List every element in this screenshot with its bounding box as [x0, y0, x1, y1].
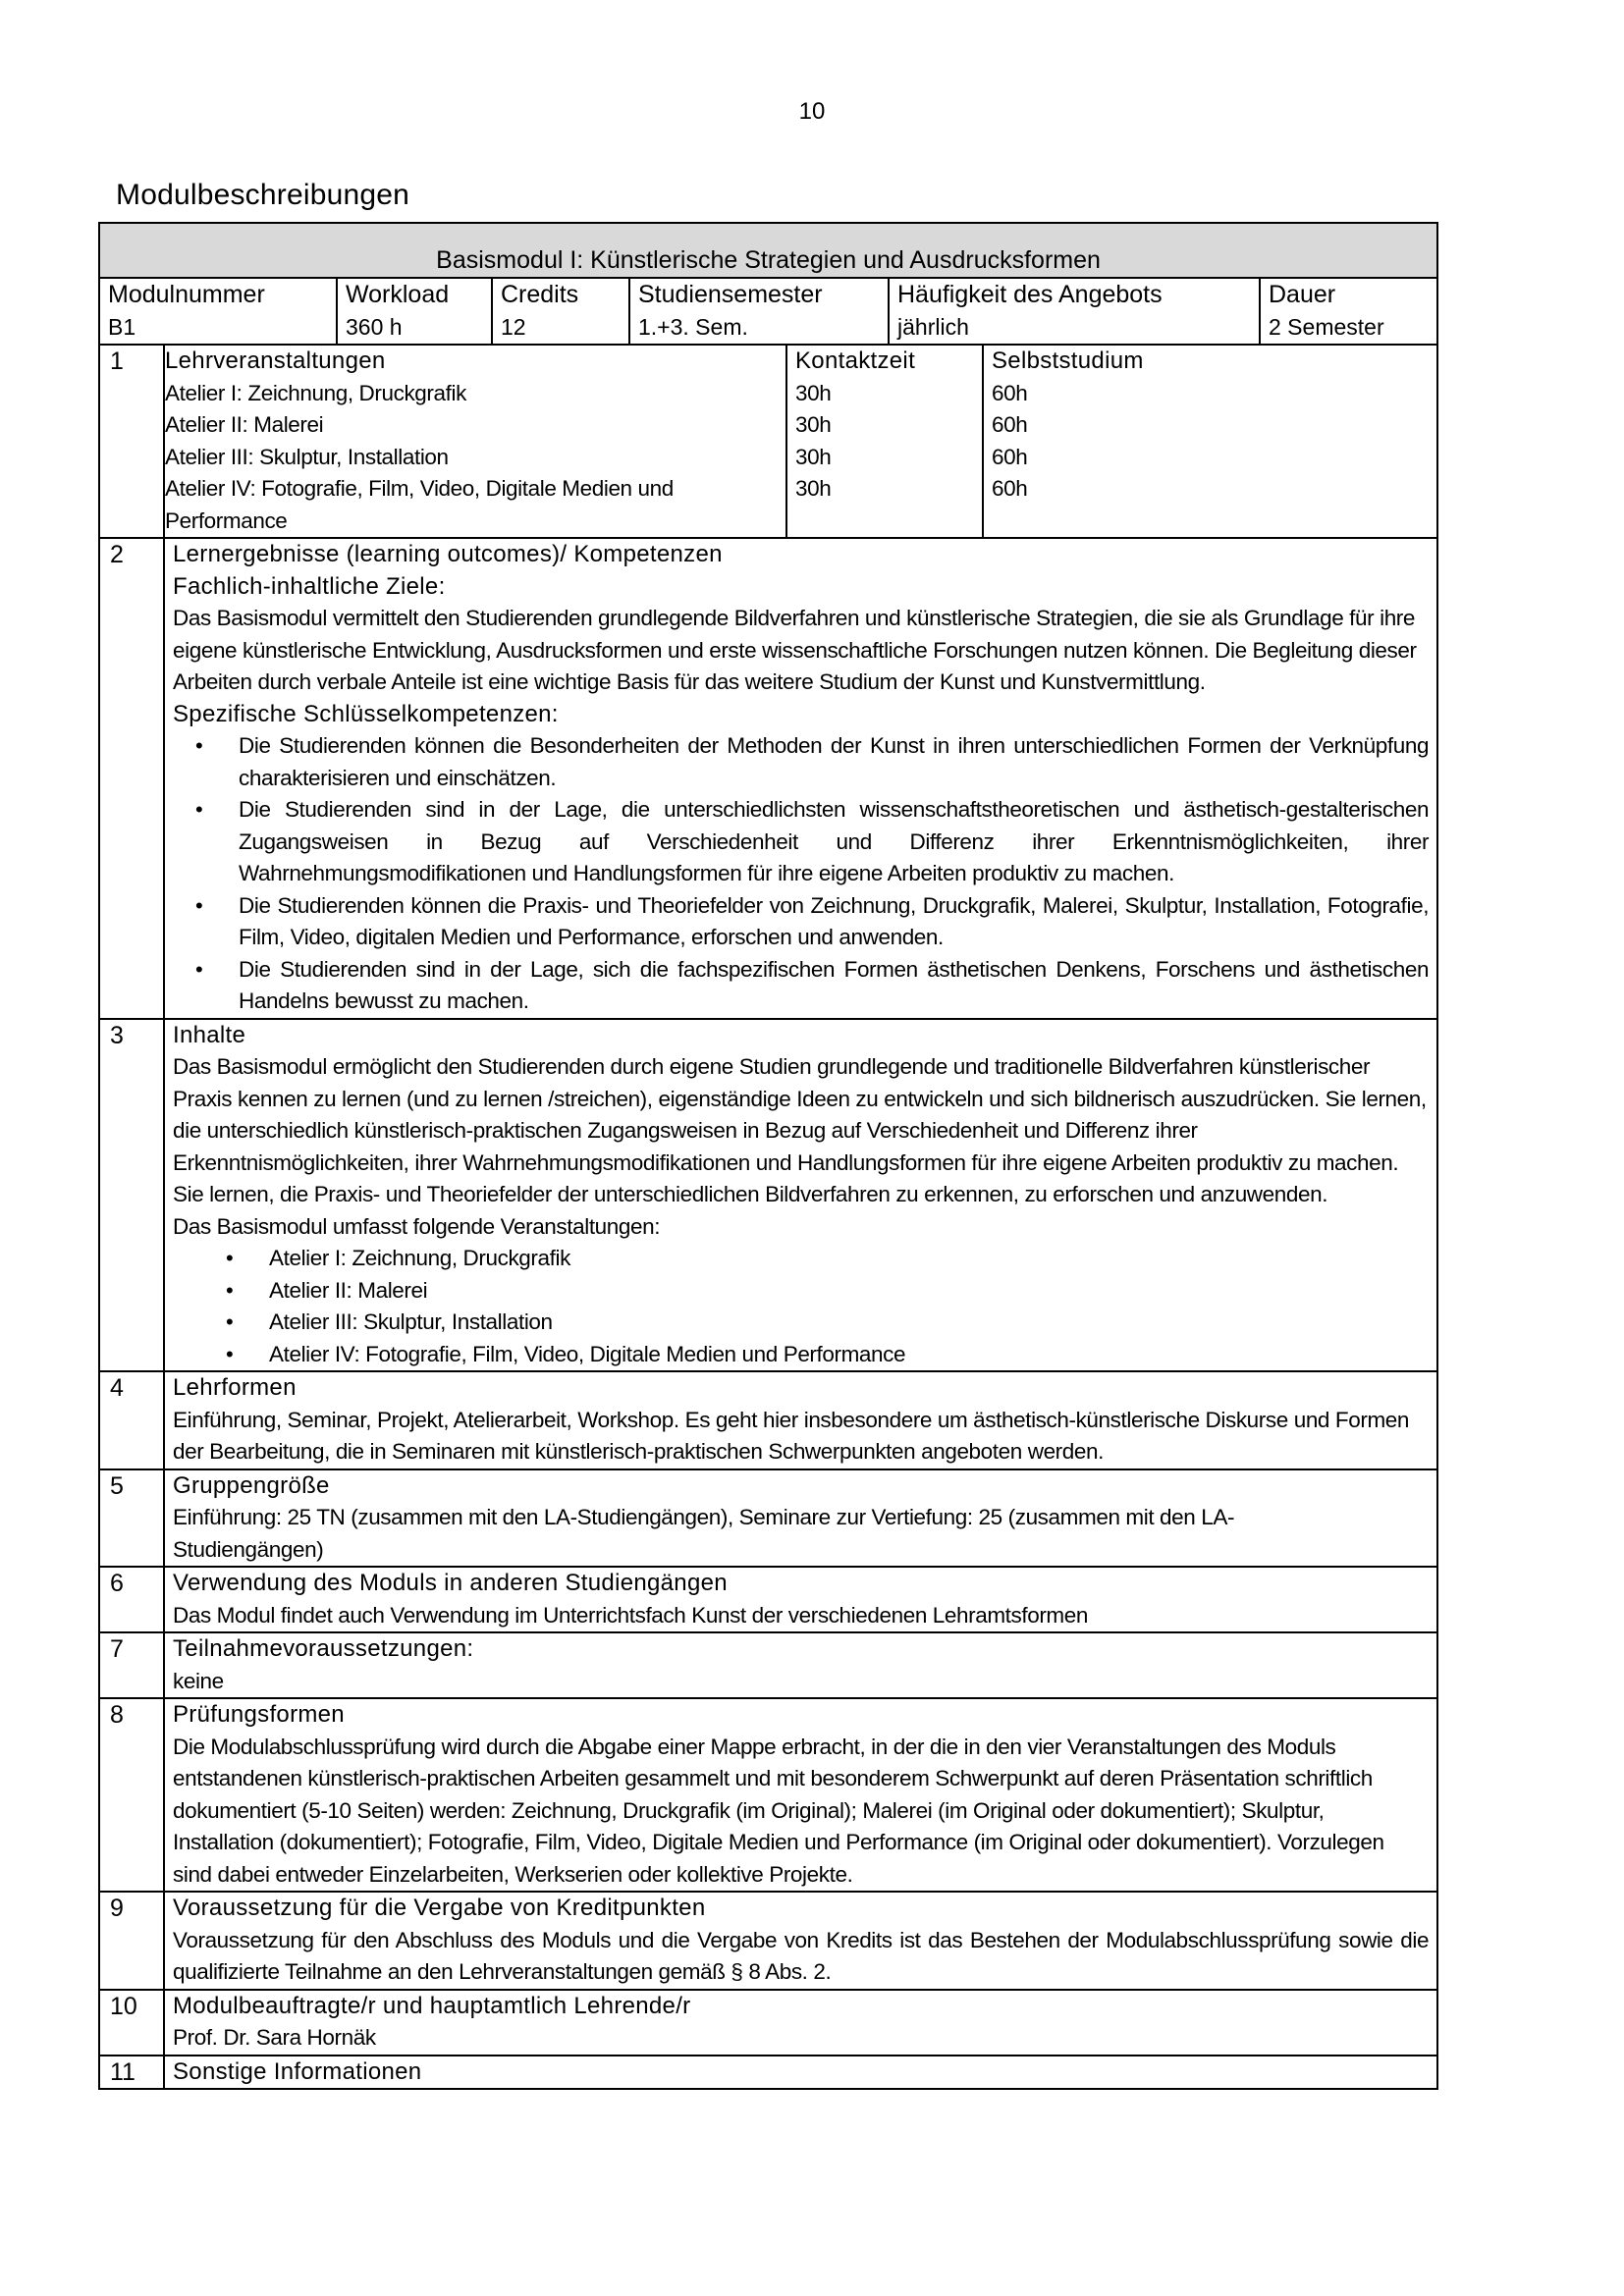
section-content	[164, 1698, 1437, 1892]
list-item: • Die Studierenden sind in der Lage, die unterschiedlichsten wissenschaftstheoretischen und ästhetisch-gestalterischen Zugangsweisen in Bezug auf Verschiedenheit und Differenz ihrer Erkenntnismöglichkeiten, ihrer Wahrnehmungsmodifikationen und Handlungsformen für ihre eigene Arbeiten produktiv zu machen.	[239, 794, 1429, 890]
section-row-4	[99, 1371, 1437, 1469]
section-row-8	[99, 1698, 1437, 1892]
section-content	[164, 1371, 1437, 1469]
contact-time-column	[786, 346, 983, 537]
contact-time-value: 30h	[795, 412, 832, 437]
header-label: Workload	[346, 281, 450, 308]
document-heading: Modulbeschreibungen	[116, 179, 410, 211]
section-row-3	[99, 1019, 1437, 1372]
section-title: Modulbeauftragte/r und hauptamtlich Lehrende/r	[173, 1992, 691, 2019]
section-content	[164, 1632, 1437, 1698]
self-study-value: 60h	[992, 412, 1028, 437]
section-text: Das Basismodul vermittelt den Studierenden grundlegende Bildverfahren und künstlerische Strategien, die sie als Grundlage für ihre eigene künstlerische Entwicklung, Ausdrucksformen und erste wissenschaftliche Forschungen nutzen können. Die Begleitung dieser Arbeiten durch verbale Anteile ist eine wichtige Basis für das weitere Studium der Kunst und Kunstvermittlung.	[173, 606, 1417, 694]
section-number: 1	[99, 345, 164, 538]
section-number: 5	[99, 1469, 164, 1568]
section-row-11	[99, 2056, 1437, 2090]
module-description-table	[98, 222, 1438, 2090]
section-text: Das Basismodul umfasst folgende Veranstaltungen:	[173, 1213, 661, 1239]
section-title: Teilnahmevoraussetzungen:	[173, 1635, 474, 1662]
list-item: • Atelier I: Zeichnung, Druckgrafik	[269, 1243, 1429, 1275]
section-row-5	[99, 1469, 1437, 1568]
header-value: B1	[108, 314, 136, 340]
section-subtitle: Fachlich-inhaltliche Ziele:	[173, 572, 446, 600]
courses-column	[165, 346, 786, 537]
competence-list	[239, 730, 1429, 1018]
header-label: Modulnummer	[108, 281, 265, 308]
list-item: • Atelier III: Skulptur, Installation	[269, 1307, 1429, 1339]
self-study-header: Selbststudium	[992, 347, 1144, 374]
header-value: 360 h	[346, 314, 403, 340]
header-label: Häufigkeit des Angebots	[897, 281, 1163, 308]
section-title: Lernergebnisse (learning outcomes)/ Kompetenzen	[173, 541, 723, 567]
self-study-column	[983, 346, 1436, 537]
self-study-value: 60h	[992, 444, 1028, 469]
section-text: Das Basismodul ermöglicht den Studierenden durch eigene Studien grundlegende und traditionelle Bildverfahren künstlerischer Praxis kennen zu lernen (und zu lernen /streichen), eigenständige Ideen zu entwickeln und sich bildnerisch auszudrücken. Sie lernen, die unterschiedlich künstlerisch-praktischen Zugangsweisen in Bezug auf Verschiedenheit und Differenz ihrer Erkenntnismöglichkeiten, ihrer Wahrnehmungsmodifikationen und Handlungsformen für ihre eigene Arbeiten produktiv zu machen. Sie lernen, die Praxis- und Theoriefelder der unterschiedlichen Bildverfahren zu erkennen, zu erforschen und anzuwenden.	[173, 1054, 1427, 1206]
section-number: 6	[99, 1567, 164, 1632]
section-number: 4	[99, 1371, 164, 1469]
section-content	[164, 2056, 1437, 2090]
section-row-6	[99, 1567, 1437, 1632]
header-value: 12	[501, 314, 526, 340]
section-title: Inhalte	[173, 1021, 246, 1048]
section-text: Voraussetzung für den Abschluss des Moduls und die Vergabe von Kredits ist das Bestehen der Modulabschlussprüfung sowie die qualifizierte Teilnahme an den Lehrveranstaltungen gemäß § 8 Abs. 2.	[173, 1927, 1430, 1984]
section-text: Einführung: 25 TN (zusammen mit den LA-Studiengängen), Seminare zur Vertiefung: 25 (zusammen mit den LA-Studiengängen)	[173, 1505, 1235, 1562]
contact-time-value: 30h	[795, 380, 832, 405]
course-name: Atelier I: Zeichnung, Druckgrafik	[165, 380, 466, 405]
section-number: 10	[99, 1990, 164, 2056]
header-cell-credits	[492, 278, 629, 345]
section-number: 7	[99, 1632, 164, 1698]
section-title: Voraussetzung für die Vergabe von Kreditpunkten	[173, 1895, 706, 1921]
section-content	[164, 1892, 1437, 1990]
section-title: Lehrveranstaltungen	[165, 347, 386, 374]
section-content	[164, 1990, 1437, 2056]
course-name: Atelier II: Malerei	[165, 412, 324, 437]
list-item: • Atelier IV: Fotografie, Film, Video, Digitale Medien und Performance	[269, 1339, 1429, 1371]
page-number: 10	[798, 98, 826, 125]
section-title: Gruppengröße	[173, 1471, 330, 1499]
section-row-2	[99, 538, 1437, 1019]
header-value: 2 Semester	[1269, 314, 1384, 340]
header-cell-studiensemester	[629, 278, 889, 345]
section-text: keine	[173, 1668, 224, 1693]
courses-cell	[164, 345, 1437, 538]
contact-time-header: Kontaktzeit	[795, 347, 916, 374]
module-title: Basismodul I: Künstlerische Strategien und Ausdrucksformen	[99, 223, 1437, 278]
course-name: Atelier IV: Fotografie, Film, Video, Digitale Medien und Performance	[165, 476, 674, 533]
header-cell-modulnummer	[99, 278, 337, 345]
section-title: Prüfungsformen	[173, 1701, 345, 1728]
section-content	[164, 1469, 1437, 1568]
header-cell-workload	[337, 278, 492, 345]
section-row-9	[99, 1892, 1437, 1990]
section-number: 3	[99, 1019, 164, 1372]
header-label: Studiensemester	[638, 281, 823, 308]
section-number: 2	[99, 538, 164, 1019]
header-label: Dauer	[1269, 281, 1336, 308]
section-number: 9	[99, 1892, 164, 1990]
section-title: Lehrformen	[173, 1374, 297, 1401]
self-study-value: 60h	[992, 476, 1028, 501]
course-name: Atelier III: Skulptur, Installation	[165, 444, 449, 469]
header-cell-haeufigkeit	[889, 278, 1260, 345]
courses-table	[165, 346, 1436, 537]
section-number: 8	[99, 1698, 164, 1892]
module-header-row	[99, 278, 1437, 345]
list-item: • Die Studierenden können die Praxis- und Theoriefelder von Zeichnung, Druckgrafik, Malerei, Skulptur, Installation, Fotografie, Film, Video, digitalen Medien und Performance, erforschen und anwenden.	[239, 890, 1429, 954]
section-title: Sonstige Informationen	[173, 2057, 422, 2085]
contact-time-value: 30h	[795, 476, 832, 501]
section-content	[164, 538, 1437, 1019]
header-cell-dauer	[1260, 278, 1437, 345]
contact-time-value: 30h	[795, 444, 832, 469]
section-row-1	[99, 345, 1437, 538]
section-text: Einführung, Seminar, Projekt, Atelierarbeit, Workshop. Es geht hier insbesondere um ästhetisch-künstlerische Diskurse und Formen der Bearbeitung, die in Seminaren mit künstlerisch-praktischen Schwerpunkten angeboten werden.	[173, 1407, 1410, 1464]
section-title: Verwendung des Moduls in anderen Studiengängen	[173, 1570, 728, 1596]
header-value: 1.+3. Sem.	[638, 314, 748, 340]
section-text: Das Modul findet auch Verwendung im Unterrichtsfach Kunst der verschiedenen Lehramtsformen	[173, 1602, 1089, 1628]
list-item: • Die Studierenden sind in der Lage, sich die fachspezifischen Formen ästhetischen Denkens, Forschens und ästhetischen Handelns bewusst zu machen.	[239, 954, 1429, 1018]
section-row-7	[99, 1632, 1437, 1698]
section-subtitle: Spezifische Schlüsselkompetenzen:	[173, 700, 559, 727]
section-text: Prof. Dr. Sara Hornäk	[173, 2025, 376, 2050]
section-content	[164, 1567, 1437, 1632]
list-item: • Die Studierenden können die Besonderheiten der Methoden der Kunst in ihren unterschiedlichen Formen der Verknüpfung charakterisieren und einschätzen.	[239, 730, 1429, 794]
section-row-10	[99, 1990, 1437, 2056]
header-label: Credits	[501, 281, 579, 308]
list-item: • Atelier II: Malerei	[269, 1275, 1429, 1308]
section-content	[164, 1019, 1437, 1372]
course-list	[269, 1243, 1429, 1370]
section-text: Die Modulabschlussprüfung wird durch die Abgabe einer Mappe erbracht, in der die in den vier Veranstaltungen des Moduls entstandenen künstlerisch-praktischen Arbeiten gesammelt und mit besonderem Schwerpunkt auf deren Präsentation schriftlich dokumentiert (5-10 Seiten) werden: Zeichnung, Druckgrafik (im Original); Malerei (im Original oder dokumentiert); Skulptur, Installation (dokumentiert); Fotografie, Film, Video, Digitale Medien und Performance (im Original oder dokumentiert). Vorzulegen sind dabei entweder Einzelarbeiten, Werkserien oder kollektive Projekte.	[173, 1734, 1384, 1887]
header-value: jährlich	[897, 314, 969, 340]
self-study-value: 60h	[992, 380, 1028, 405]
section-number: 11	[99, 2056, 164, 2090]
